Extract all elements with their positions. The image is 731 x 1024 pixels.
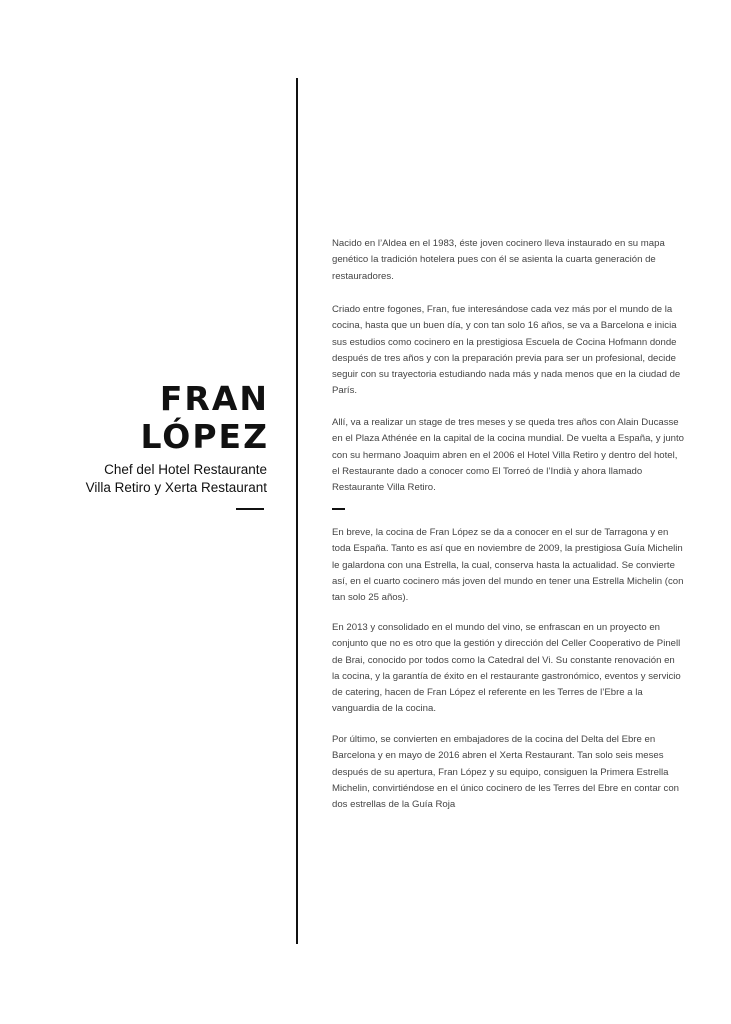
role-line-1: Chef del Hotel Restaurante (104, 462, 267, 477)
bio-paragraph-2 (332, 302, 684, 400)
bio-text-5: En 2013 y consolidado en el mundo del vino, se enfrascan en un proyecto en conjunto que no es otro que la gestión y dirección del Celler Cooperativo de Pinell de Brai, conocido por todos como la Catedral del Vi. Su constante renovación en la cocina, y la garantía de éxito en el restaurante gastronómico, eventos y servicio de catering, hacen de Fran López el referente en les Terres de l’Ebre a la vanguardia de la cocina. (332, 622, 681, 715)
section-divider (332, 508, 345, 510)
role-line-2: Villa Retiro y Xerta Restaurant (85, 480, 267, 495)
chef-name (140, 380, 269, 456)
bio-paragraph-3 (332, 415, 684, 496)
bio-text-6: Por último, se convierten en embajadores de la cocina del Delta del Ebre en Barcelona y en mayo de 2016 abren el Xerta Restaurant. Tan solo seis meses después de su apertura, Fran López y su equipo, consiguen la Primera Estrella Michelin, convirtiéndose en el único cocinero de les Terres del Ebre en contar con dos estrellas de la Guía Roja (332, 734, 679, 811)
bio-text-2: Criado entre fogones, Fran, fue interesándose cada vez más por el mundo de la cocina, hasta que un buen día, y con tan solo 16 años, se va a Barcelona e inicia sus estudios como cocinero en la prestigiosa Escuela de Cocina Hofmann donde después de tres años y con la preparación previa para ser un profesional, decide seguir con su trayectoria estudiando nada más y nada menos que en la ciudad de París. (332, 304, 681, 397)
bio-paragraph-5 (332, 620, 684, 718)
chef-role (86, 461, 267, 497)
bio-text-4: En breve, la cocina de Fran López se da a conocer en el sur de Tarragona y en toda España. Tanto es así que en noviembre de 2009, la prestigiosa Guía Michelin le galardona con una Estrella, la cual, conserva hasta la actualidad. Se convierte así, en el cuarto cocinero más joven del mundo en tener una Estrella Michelin (con tan solo 25 años). (332, 527, 684, 604)
bio-paragraph-4 (332, 525, 684, 606)
chef-last-name: LÓPEZ (140, 417, 269, 456)
bio-paragraph-1 (332, 236, 684, 285)
bio-paragraph-6 (332, 732, 684, 813)
bio-text-3: Allí, va a realizar un stage de tres meses y se queda tres años con Alain Ducasse en el Plaza Athénée en la capital de la cocina mundial. De vuelta a España, y junto con su hermano Joaquim abren en el 2006 el Hotel Villa Retiro y dentro del hotel, el Restaurante dado a conocer como El Torreó de l’Indià y ahora llamado Restaurante Villa Retiro. (332, 417, 685, 494)
name-underline (236, 508, 264, 510)
vertical-divider (296, 78, 298, 944)
chef-first-name: FRAN (159, 379, 269, 418)
bio-text-1: Nacido en l’Aldea en el 1983, éste joven cocinero lleva instaurado en su mapa genético la tradición hotelera pues con él se asienta la cuarta generación de restauradores. (332, 238, 665, 282)
